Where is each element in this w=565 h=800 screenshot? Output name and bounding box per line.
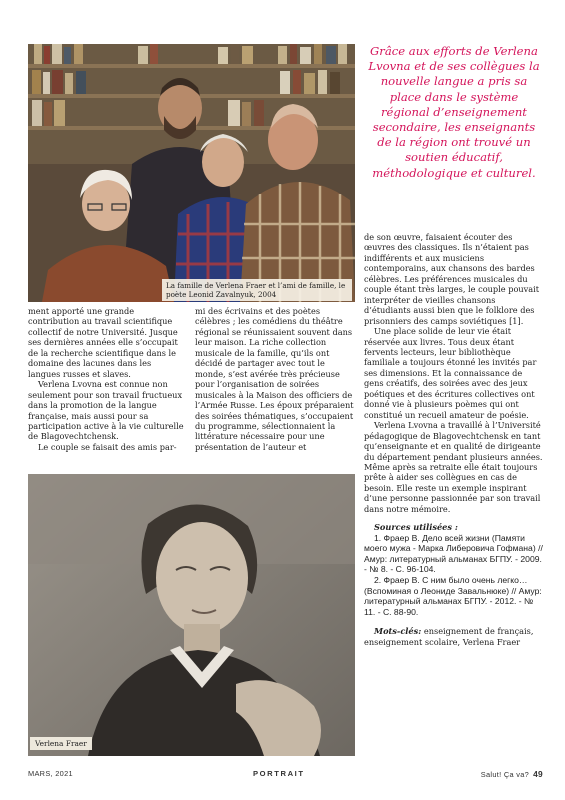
portrait-photo-image (28, 474, 355, 756)
keywords-text: enseignement de français, enseignement scolaire, Verlena Fraer (364, 626, 534, 647)
paragraph: Verlena Lvovna est connue non seulement pour son travail fructueux dans la promotion de la langue française, mais aussi pour sa participation active à la vie culturelle de Blagovechtchensk. (28, 379, 184, 442)
paragraph: mi des écrivains et des poètes célèbres ; les comédiens du théâtre régional se réunissaient souvent dans leur maison. La riche collection musicale de la famille, qu’ils ont décidé de partager avec tout le monde, s’est avérée très précieuse pour l’organisation de soirées musicales à la Maison des officiers de l’Armée Russe. Les époux préparaient des soirées thématiques, s’occupaient du programme, sélectionnaient la littérature nécessaire pour une présentation de l’auteur et (195, 306, 354, 452)
sources-heading: Sources utilisées : (374, 522, 458, 533)
article-column-1 (28, 306, 186, 452)
source-item: 2. Фраер В. С ним было очень легко… (Вспоминая о Леониде Завальнюке) // Амур: литературный альманах БГПУ. - 2012. - № 11. - С. 88-90. (364, 575, 542, 617)
page-number: 49 (533, 769, 543, 779)
family-photo (28, 44, 355, 302)
keywords (364, 626, 544, 647)
pull-quote: Grâce aux efforts de Verlena Lvovna et de ses collègues la nouvelle langue a pris sa place dans le système régional d’enseignement secondaire, les enseignants de la région ont trouvé un soutien éducatif, méthodologique et culturel. (368, 44, 540, 180)
portrait-photo (28, 474, 355, 756)
paragraph: Le couple se faisait des amis par- (38, 441, 177, 452)
footer-section: PORTRAIT (253, 769, 305, 778)
paragraph: Une place solide de leur vie était réservée aux livres. Tous deux étant fervents lecteurs, leur bibliothèque familiale a toujours étonné les invités par ses dimensions. Et la connaissance de gens créatifs, des soirées avec des jeux poétiques et des écritures collectives ont donné vie à plusieurs poèmes qui ont constitué un recueil amateur de poésie. (364, 326, 537, 420)
footer-magazine (481, 769, 543, 783)
paragraph: de son œuvre, faisaient écouter des œuvres des classiques. Ils n’étaient pas indifférents et aux musiciens contemporains, aux chansons des bardes célèbres. Les préférences musicales du couple étant très larges, le couple pouvait interpréter de vieilles chansons d’étudiants aussi bien que le folklore des prisonniers des camps soviétiques [1]. (364, 232, 540, 326)
family-photo-caption: La famille de Verlena Fraer et l’ami de famille, le poète Leonid Zavalnyuk, 2004 (162, 279, 352, 301)
sources-list (364, 533, 544, 618)
article-column-2 (195, 306, 355, 452)
article-column-3 (364, 232, 544, 647)
paragraph: Verlena Lvovna a travaillé à l’Université pédagogique de Blagovechtchensk en tant qu’enseignante et en qualité de dirigeante du département pendant plusieurs années. Même après sa retraite elle était toujours prête à aider ses collègues en cas de besoin. Elle reste un exemple inspirant d’une personne passionnée par son travail dans notre mémoire. (364, 420, 543, 514)
footer-date: MARS, 2021 (28, 769, 73, 778)
paragraph: ment apporté une grande contribution au travail scientifique collectif de notre Université. Jusque ses dernières années elle s’occupait de la recherche scientifique dans le domaine des lacunes dans les langues russes et slaves. (28, 306, 178, 379)
magazine-name: Salut! Ça va? (480, 770, 530, 779)
portrait-photo-caption: Verlena Fraer (30, 737, 92, 750)
family-photo-image (28, 44, 355, 302)
source-item: 1. Фраер В. Дело всей жизни (Памяти моего мужа - Марка Либеровича Гофмана) // Амур: литературный альманах БГПУ. - 2009. - № 8. - С. 96-104. (364, 532, 543, 575)
keywords-label: Mots-clés: (374, 626, 422, 637)
